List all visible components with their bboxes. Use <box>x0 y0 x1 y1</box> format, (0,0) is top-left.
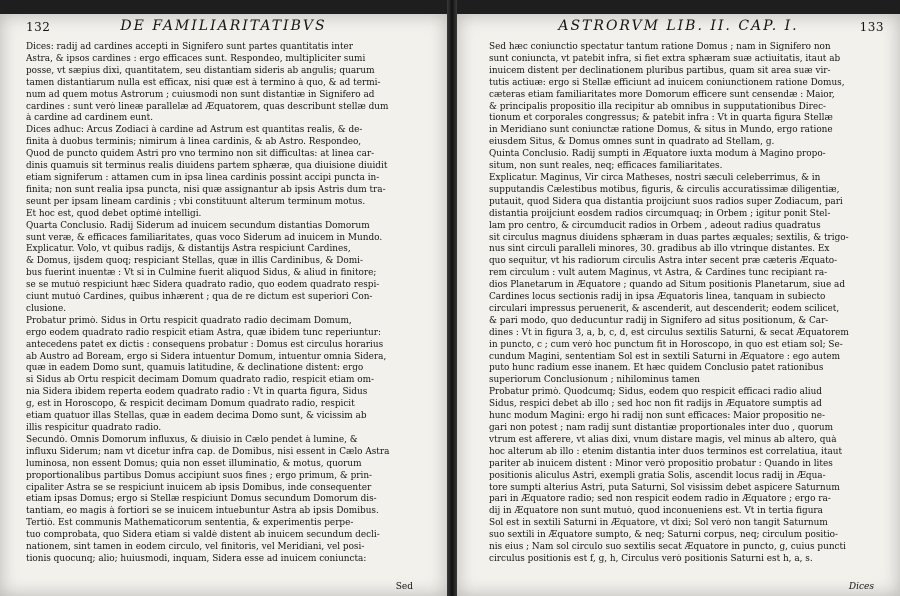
left-page-header <box>0 14 447 44</box>
text-line: ciunt mutuò Cardines, quibus inhærent ; qua de re dictum est superiori Con- <box>26 292 373 303</box>
text-line: nus sint circuli paralleli minores, 30. gradibus ab illo vtrinque distantes. Ex <box>489 244 830 255</box>
text-line: inuicem distent per declinationem pluribus partibus, quam sit area suæ vir- <box>489 65 831 76</box>
text-line: Tertiò. Est communis Mathematicorum sententia, & experimentis perpe- <box>26 518 354 529</box>
text-line: tutis actiuæ: ergo si Stellæ efficiunt ad inuicem coniunctionem ratione Domus, <box>489 77 845 88</box>
left-page <box>0 14 447 596</box>
running-head: DE FAMILIARITATIBVS <box>120 18 327 34</box>
text-line: tore sumpti alterius Astri, puta Saturni, Sol visissim debet aspicere Saturnum <box>489 482 840 493</box>
text-line: circulari impressus peruenerit, & ascenderit, aut descenderit; eodem scilicet, <box>489 303 840 314</box>
text-line: ab Austro ad Boream, ergo si Sidera intuentur Domum, intuentur omnia Sidera, <box>26 351 387 362</box>
text-line: dinis quamuis sit terminus realis diuidens partem sphæræ, qua diuisione diuidit <box>26 161 388 172</box>
text-line: à cardine ad cardinem eunt. <box>26 113 154 124</box>
text-line: positionis aliculus Astri, exempli gratia Solis, ascendit locus radij in Æqua- <box>489 470 826 481</box>
text-line: Astra, & ipsos cardines : ergo efficaces sunt. Respondeo, multipliciter sumi <box>26 53 366 64</box>
text-line: tamen distantiarum nulla est efficax, nisi quæ est à termino à quo, & ad termi- <box>26 77 381 88</box>
text-line: & Domus, ijsdem quoq; respiciant Stellas, quæ in illis Cardinibus, & Domi- <box>26 256 363 267</box>
text-line: seunt per ipsam lineam cardinis ; vbi constituunt alterum terminum motus. <box>26 196 366 207</box>
text-line: sit circulus magnus diuidens sphæram in duas partes æquales; sextilis, & trigo- <box>489 232 849 243</box>
text-line: cundum Magini, sententiam Sol est in sextili Saturni in Æquatore : ego autem <box>489 351 841 362</box>
text-line: dines : Vt in figura 3, a, b, c, d, est circulus sextilis Saturni, & secat Æquatorem <box>489 327 849 338</box>
text-line: dij in Æquatore non sunt mutuò, quod inconueniens est. Vt in tertia figura <box>489 506 823 517</box>
text-line: Sol est in sextili Saturni in Æquatore, vt dixi; Sol verò non tangit Saturnum <box>489 518 828 529</box>
text-line: Secundò. Omnis Domorum influxus, & diuisio in Cælo pendet à lumine, & <box>26 434 358 445</box>
text-line: finita; non sunt realia ipsa puncta, nisi quæ assignantur ab ipsis Astris dum tra- <box>26 184 386 195</box>
text-line: tionis quocunq; alio; huiusmodi, inquam, Sidera esse ad inuicem coniuncta: <box>26 553 367 564</box>
text-line: nis eius ; Nam sol circulo suo sextilis secat Æquatore in puncto, g, cuius puncti <box>489 542 846 553</box>
text-line: situm, non sunt reales, neq; efficaces familiaritates. <box>489 161 723 172</box>
text-line: quo sequitur, vt his radiorum circulis Astra inter secent præ cæteris Æquato- <box>489 256 838 267</box>
text-line: suo sextili in Æquatore sumpto, & neq; Saturni corpus, neq; circulum positio- <box>489 530 838 541</box>
text-line: etiam ipsas Domus; ergo si Stellæ respiciunt Domus secundum Domorum dis- <box>26 494 377 505</box>
text-line: supputandis Cælestibus motibus, figuris, & circulis accuratissimæ diligentiæ, <box>489 184 840 195</box>
text-line: & pari modo, quo deducuntur radij in Signifero ad situs positionum, & Car- <box>489 315 829 326</box>
text-line: bus fuerint inuentæ : Vt si in Culmine fuerit aliquod Sidus, & aliud in finitore; <box>26 268 377 279</box>
text-line: cæteras etiam familiaritates more Domorum efficere sunt censendæ : Maior, <box>489 89 835 100</box>
text-line: num ad quem motus Astrorum ; cuiusmodi non sunt distantiæ in Signifero ad <box>26 89 375 100</box>
text-line: posse, vt sæpius dixi, quantitatem, seu distantiam sideris ab angulis; quarum <box>26 65 375 76</box>
text-line: puto hunc radium esse inanem. Et hæc quidem Conclusio patet rationibus <box>489 363 824 374</box>
text-line: nationem, sint tamen in eodem circulo, vel finitoris, vel Meridiani, vel posi- <box>26 542 365 553</box>
text-line: tantiam, eo magis à fortiori se se inuicem intuebuntur Astra ab ipsis Domibus. <box>26 506 379 517</box>
text-line: Sidus, respici debet ab illo ; sed hoc non fit radijs in Æquatore sumptis ad <box>489 399 822 410</box>
page-number: 132 <box>26 20 51 34</box>
text-line: sunt coniuncta, vt patebit infra, si fiet extra sphæram suæ actiuitatis, itaut ab <box>489 53 841 64</box>
text-line: se se mutuò respiciunt hæc Sidera quadrato radio, quo eodem quadrato respi- <box>26 280 380 291</box>
text-line: Et hoc est, quod debet optimè intelligi. <box>26 208 202 219</box>
text-line: si Sidus ab Ortu respicit decimam Domum quadrato radio, respicit etiam om- <box>26 375 374 386</box>
text-line: clusione. <box>26 303 67 314</box>
book-gutter <box>447 0 457 596</box>
text-line: proportionalibus partibus Domus accipiunt suos fines ; ergo primum, & prin- <box>26 470 373 481</box>
text-line: pariter ab inuicem distent : Minor verò propositio probatur : Quando in lites <box>489 458 833 469</box>
text-line: eiusdem Situs, & Domus omnes sunt in quadrato ad Stellam, g. <box>489 137 775 148</box>
text-line: circulus positionis est f, g, h, Circulus verò positionis Saturni est h, a, s. <box>489 553 813 564</box>
right-page-text <box>489 42 882 588</box>
text-line: etiam signiferum : attamen cum in ipsa linea cardinis possint accipi puncta in- <box>26 172 380 183</box>
text-line: luminosa, non essent Domus; quia non esset illuminatio, & motus, quorum <box>26 458 362 469</box>
text-line: in Meridiano sunt coniunctæ ratione Domus, & situs in Mundo, ergo ratione <box>489 125 833 136</box>
text-line: nia Sidera ibidem reperta eodem quadrato radio : Vt in quarta figura, Sidus <box>26 387 368 398</box>
text-line: dios Planetarum in Æquatore ; quando ad Situm positionis Planetarum, siue ad <box>489 280 846 291</box>
text-line: illis respicitur quadrato radio. <box>26 423 162 433</box>
left-page-text <box>26 42 417 588</box>
text-line: Dices adhuc: Arcus Zodiaci à cardine ad Astrum est quantitas realis, & de- <box>26 125 363 136</box>
text-line: rem circulum : vult autem Maginus, vt Astra, & Cardines tunc recipiant ra- <box>489 268 828 279</box>
text-line: hunc modum Magini: ergo hi radij non sunt efficaces: Maior propositio ne- <box>489 411 825 422</box>
text-line: tionum et corporales congressus; & patebit infra : Vt in quarta figura Stellæ <box>489 113 833 124</box>
text-line: Quarta Conclusio. Radij Siderum ad inuicem secundum distantias Domorum <box>26 220 370 231</box>
text-line: distantia proijciunt eosdem radios circumquaq; in Orbem ; igitur ponit Stel- <box>489 208 831 219</box>
text-line: gari non potest ; nam radij sunt distantiæ proportionales inter duo , quorum <box>489 423 834 433</box>
running-head: ASTRORVM LIB. II. CAP. I. <box>558 18 799 34</box>
text-line: etiam quatuor illas Stellas, quæ in eadem decima Domo sunt, & vicissim ab <box>26 411 367 422</box>
text-line: Sed hæc coniunctio spectatur tantum ratione Domus ; nam in Signifero non <box>489 42 831 52</box>
right-page <box>457 14 900 596</box>
text-line: ergo eodem quadrato radio respicit etiam Astra, quæ ibidem tunc reperiuntur: <box>26 327 381 338</box>
text-line: Probatur primò. Sidus in Ortu respicit quadrato radio decimam Domum, <box>26 315 352 326</box>
page-number: 133 <box>859 20 884 34</box>
text-line: & principalis propositio illa recipitur ab omnibus in supputationibus Direc- <box>489 101 827 112</box>
text-line: cipaliter Astra se se respiciunt inuicem ab ipsis Domibus, inde consequenter <box>26 482 372 493</box>
catchword: Sed <box>395 582 413 592</box>
text-line: Quinta Conclusio. Radij sumpti in Æquatore iuxta modum à Magino propo- <box>489 149 826 160</box>
text-line: influxu Siderum; nam vt dicetur infra cap. de Domibus, nisi essent in Cælo Astra <box>26 446 390 457</box>
text-line: putauit, quod Sidera qua distantia proijciunt suos radios super Zodiacum, pari <box>489 196 843 207</box>
right-page-header <box>457 14 900 44</box>
text-line: pari in Æquatore radio; sed non respicit eodem radio in Æquatore ; ergo ra- <box>489 494 831 505</box>
text-line: tuo comprobata, quo Sidera etiam si valdè distent ab inuicem secundum decli- <box>26 530 380 541</box>
text-line: vtrum est afferere, vt alias dixi, vnum distare magis, vel minus ab altero, quà <box>489 434 837 445</box>
text-line: finita à duobus terminis; nimirum à linea cardinis, & ab Astro. Respondeo, <box>26 137 362 148</box>
text-line: in puncto, c ; cum verò hoc punctum fit in Horoscopo, in quo est etiam sol; Se- <box>489 339 843 350</box>
text-line: hoc alterum ab illo : etenim distantia inter duos terminos est correlatiua, itaut <box>489 446 843 457</box>
text-line: antecedens patet ex dictis : consequens probatur : Domus est circulus horarius <box>26 339 384 350</box>
text-line: Explicatur. Volo, vt quibus radijs, & distantijs Astra respiciunt Cardines, <box>26 244 351 255</box>
text-line: quæ in eadem Domo sunt, quamuis latitudine, & declinatione distent: ergo <box>26 363 364 374</box>
text-line: Dices: radij ad cardines accepti in Signifero sunt partes quantitatis inter <box>26 42 354 52</box>
text-line: superiorum Conclusionum ; nihilominus tamen <box>489 375 701 386</box>
text-line: Probatur primò. Quodcumq; Sidus, eodem quo respicit efficaci radio aliud <box>489 387 822 398</box>
text-line: lam pro centro, & circumducit radios in Orbem , adeout radius quadratus <box>489 220 821 231</box>
text-line: cardines : sunt verò lineæ parallelæ ad Æquatorem, quas describunt stellæ dum <box>26 101 389 112</box>
text-line: Cardines locus sectionis radij in ipsa Æquatoris linea, tanquam in subiecto <box>489 292 826 303</box>
catchword: Dices <box>848 582 874 592</box>
text-line: Explicatur. Maginus, Vir circa Matheses, nostri sæculi celeberrimus, & in <box>489 172 821 183</box>
text-line: Quod de puncto quidem Astri pro vno termino non sit difficultas: at linea car- <box>26 149 375 160</box>
text-line: sunt veræ, & efficaces familiaritates, quas voco Siderum ad inuicem in Mundo. <box>26 232 383 243</box>
text-line: g, est in Horoscopo, & respicit decimam Domum quadrato radio, respicit <box>26 399 355 410</box>
